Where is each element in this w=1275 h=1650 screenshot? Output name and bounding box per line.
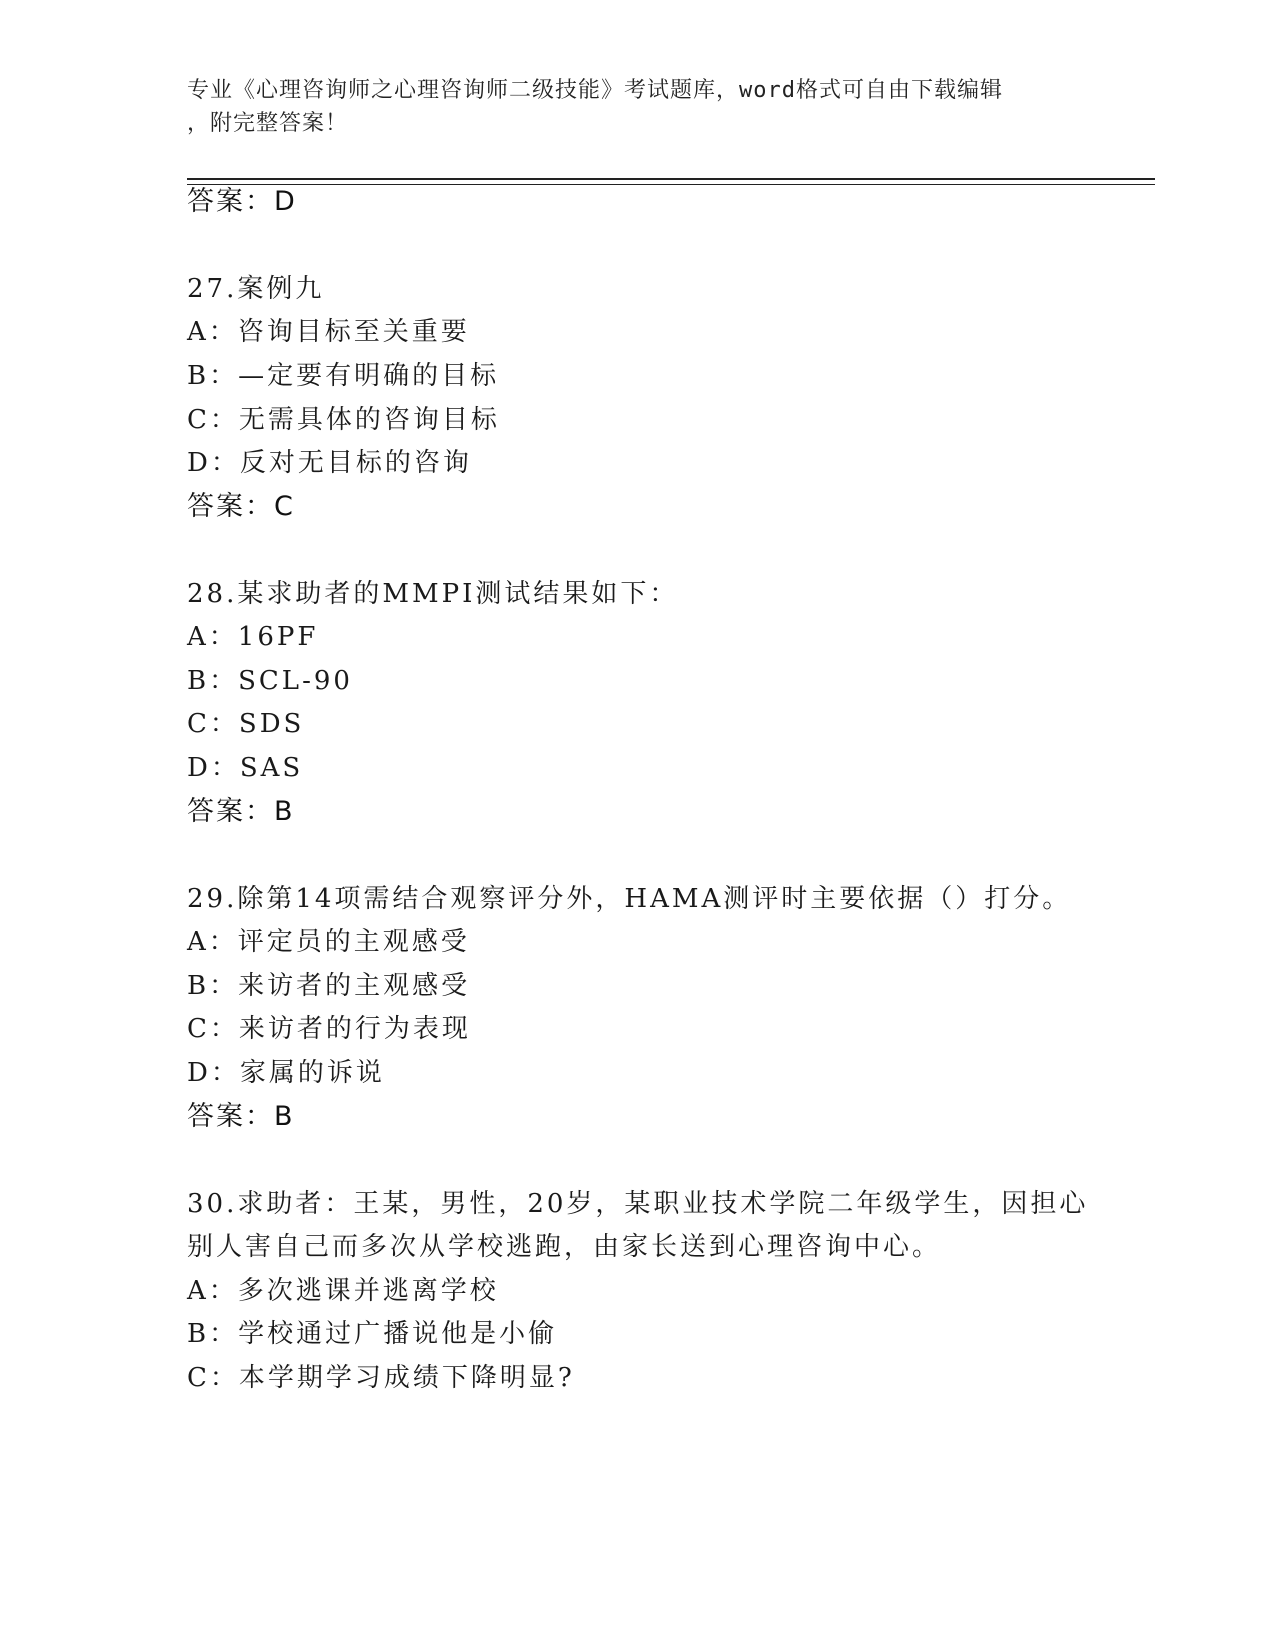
question-29-option-a: A：评定员的主观感受	[187, 927, 470, 957]
question-29-option-b: B：来访者的主观感受	[187, 971, 471, 1001]
question-29-stem: 29.除第14项需结合观察评分外，HAMA测评时主要依据（）打分。	[187, 884, 1072, 914]
question-27-option-d: D：反对无目标的咨询	[187, 448, 472, 478]
question-27-option-a: A：咨询目标至关重要	[187, 317, 470, 347]
question-30-option-b: B：学校通过广播说他是小偷	[187, 1319, 558, 1349]
question-29-option-c: C：来访者的行为表现	[187, 1014, 471, 1044]
answer-27: 答案：C	[187, 491, 295, 522]
answer-29: 答案：B	[187, 1101, 295, 1132]
question-30-option-c: C：本学期学习成绩下降明显?	[187, 1363, 575, 1393]
question-28-option-a: A：16PF	[187, 622, 319, 652]
answer-26: 答案：D	[187, 186, 297, 217]
question-28-stem: 28.某求助者的MMPI测试结果如下：	[187, 579, 679, 609]
question-28-option-c: C：SDS	[187, 709, 305, 739]
answer-28: 答案：B	[187, 796, 295, 827]
document-header	[187, 74, 1087, 140]
question-30-stem-line-1: 30.求助者：王某，男性，20岁，某职业技术学院二年级学生，因担心	[187, 1189, 1089, 1219]
question-27-option-c: C：无需具体的咨询目标	[187, 405, 500, 435]
question-28-option-d: D：SAS	[187, 753, 304, 783]
header-divider	[187, 178, 1155, 185]
question-27-option-b: B：—定要有明确的目标	[187, 361, 500, 391]
question-28-option-b: B：SCL-90	[187, 666, 353, 696]
question-30-stem-line-2: 别人害自己而多次从学校逃跑，由家长送到心理咨询中心。	[187, 1232, 942, 1262]
header-line-1: 专业《心理咨询师之心理咨询师二级技能》考试题库，word格式可自由下载编辑	[187, 78, 1003, 103]
header-line-2: ，附完整答案！	[187, 111, 349, 136]
question-29-option-d: D：家属的诉说	[187, 1058, 385, 1088]
question-30-option-a: A：多次逃课并逃离学校	[187, 1276, 499, 1306]
question-27-stem: 27.案例九	[187, 274, 325, 304]
